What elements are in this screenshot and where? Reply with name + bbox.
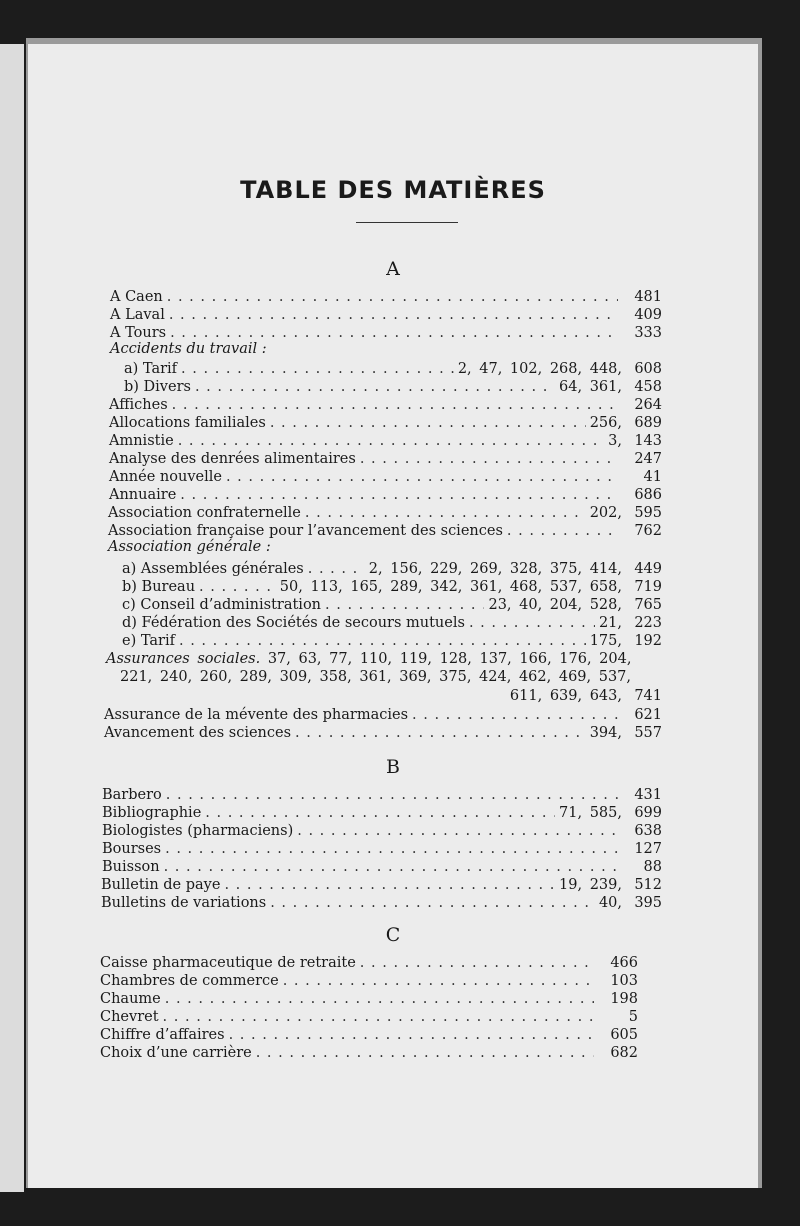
- index-entry: Amnistie . . . 3, 143: [109, 432, 662, 450]
- index-entry: Allocations familiales . . . 256, 689: [109, 414, 662, 432]
- facing-page-edge: [0, 44, 24, 1192]
- section-letter-b: B: [386, 756, 400, 778]
- index-entry: Choix d’une carrière . . . 682: [100, 1044, 638, 1062]
- index-entry: c) Conseil d’administration . . . 23, 40, 204, 528, 765: [122, 596, 662, 614]
- index-entry: Barbero . . . 431: [102, 786, 662, 804]
- index-entry: Année nouvelle . . . 41: [109, 468, 662, 486]
- section-letter-a: A: [386, 258, 400, 280]
- index-entry: Annuaire . . . 686: [109, 486, 662, 504]
- index-entry: Analyse des denrées alimentaires . . . 247: [109, 450, 662, 468]
- index-entry: Assurance de la mévente des pharmacies . . . 621: [104, 706, 662, 724]
- page-title: TABLE DES MATIÈRES: [240, 176, 546, 204]
- index-entry: a) Assemblées générales . . . 2, 156, 229, 269, 328, 375, 414, 449: [122, 560, 662, 578]
- index-entry: d) Fédération des Sociétés de secours mutuels . . . 21, 223: [122, 614, 662, 632]
- index-entry: b) Bureau . . . 50, 113, 165, 289, 342, 361, 468, 537, 658, 719: [122, 578, 662, 596]
- index-entry: Bibliographie . . . 71, 585, 699: [102, 804, 662, 822]
- index-entry: Biologistes (pharmaciens) . . . 638: [102, 822, 662, 840]
- index-entry: Affiches . . . 264: [109, 396, 662, 414]
- document-page: [28, 44, 758, 1188]
- index-entry: Bulletins de variations . . . 40, 395: [101, 894, 662, 912]
- index-entry: Caisse pharmaceutique de retraite . . . 466: [100, 954, 638, 972]
- index-entry: e) Tarif . . . 175, 192: [122, 632, 662, 650]
- index-entry: Bourses . . . 127: [102, 840, 662, 858]
- index-entry: Association confraternelle . . . 202, 595: [108, 504, 662, 522]
- index-entry: Avancement des sciences . . . 394, 557: [104, 724, 662, 742]
- index-entry: Chevret . . . 5: [100, 1008, 638, 1026]
- index-entry: A Laval . . . 409: [110, 306, 662, 324]
- title-rule: [356, 222, 458, 223]
- index-entry: Bulletin de paye . . . 19, 239, 512: [101, 876, 662, 894]
- index-entry: Chambres de commerce . . . 103: [100, 972, 638, 990]
- section-letter-c: C: [385, 924, 401, 946]
- index-entry: Association française pour l’avancement des sciences . . . 762: [108, 522, 662, 540]
- index-entry-continuation: 611, 639, 643, 741: [509, 688, 662, 704]
- index-heading: Accidents du travail :: [110, 341, 267, 357]
- index-entry: Buisson . . . 88: [102, 858, 662, 876]
- index-entry: A Caen . . . 481: [110, 288, 662, 306]
- index-entry: A Tours . . . 333: [110, 324, 662, 342]
- index-entry: Chaume . . . 198: [100, 990, 638, 1008]
- index-entry: b) Divers . . . 64, 361, 458: [124, 378, 662, 396]
- index-entry-continuation: 221, 240, 260, 289, 309, 358, 361, 369, 375, 424, 462, 469, 537,: [120, 669, 632, 685]
- index-entry-assurances: Assurances sociales. 37, 63, 77, 110, 119, 128, 137, 166, 176, 204,: [106, 651, 632, 667]
- index-heading: Association générale :: [108, 539, 271, 555]
- index-entry: Chiffre d’affaires . . . 605: [100, 1026, 638, 1044]
- index-entry: a) Tarif . . . 2, 47, 102, 268, 448, 608: [124, 360, 662, 378]
